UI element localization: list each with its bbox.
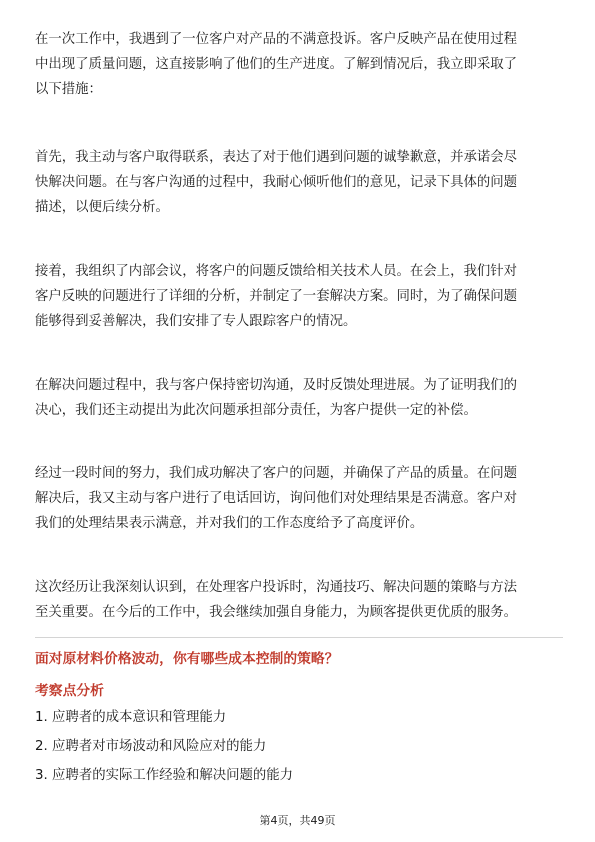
paragraph-reflection xyxy=(35,575,563,625)
paragraph-next-step xyxy=(35,259,563,334)
text-line: 在解决问题过程中，我与客户保持密切沟通，及时反馈处理进展。为了证明我们的 xyxy=(35,378,518,393)
text-line: 解决后，我又主动与客户进行了电话回访，询问他们对处理结果是否满意。客户对 xyxy=(35,491,518,506)
analysis-heading: 考察点分析 xyxy=(35,683,104,699)
text-line: 经过一段时间的努力，我们成功解决了客户的问题，并确保了产品的质量。在问题 xyxy=(35,466,518,481)
text-line: 描述，以便后续分析。 xyxy=(35,200,169,215)
list-item: 3. 应聘者的实际工作经验和解决问题的能力 xyxy=(35,768,294,783)
page-number: 第4页，共49页 xyxy=(259,814,336,827)
section-divider xyxy=(35,637,563,638)
paragraph-communication xyxy=(35,373,563,423)
list-item: 2. 应聘者对市场波动和风险应对的能力 xyxy=(35,739,267,754)
text-line: 决心，我们还主动提出为此次问题承担部分责任，为客户提供一定的补偿。 xyxy=(35,403,477,418)
text-line: 快解决问题。在与客户沟通的过程中，我耐心倾听他们的意见，记录下具体的问题 xyxy=(35,175,518,190)
list-item: 1. 应聘者的成本意识和管理能力 xyxy=(35,710,227,725)
paragraph-result xyxy=(35,461,563,536)
text-line: 能够得到妥善解决，我们安排了专人跟踪客户的情况。 xyxy=(35,314,357,329)
text-line: 我们的处理结果表示满意，并对我们的工作态度给予了高度评价。 xyxy=(35,516,424,531)
text-line: 客户反映的问题进行了详细的分析，并制定了一套解决方案。同时，为了确保问题 xyxy=(35,289,518,304)
text-line: 首先，我主动与客户取得联系，表达了对于他们遇到问题的诚挚歉意，并承诺会尽 xyxy=(35,150,518,165)
text-line: 以下措施： xyxy=(35,82,102,97)
text-line: 接着，我组织了内部会议，将客户的问题反馈给相关技术人员。在会上，我们针对 xyxy=(35,264,518,279)
text-line: 在一次工作中，我遇到了一位客户对产品的不满意投诉。客户反映产品在使用过程 xyxy=(35,32,518,47)
text-line: 中出现了质量问题，这直接影响了他们的生产进度。了解到情况后，我立即采取了 xyxy=(35,57,518,72)
text-line: 这次经历让我深刻认识到，在处理客户投诉时，沟通技巧、解决问题的策略与方法 xyxy=(35,580,518,595)
paragraph-first-step xyxy=(35,145,563,220)
paragraph-intro xyxy=(35,27,563,102)
interview-question: 面对原材料价格波动，你有哪些成本控制的策略？ xyxy=(35,651,339,667)
analysis-list xyxy=(35,708,293,795)
text-line: 至关重要。在今后的工作中，我会继续加强自身能力，为顾客提供更优质的服务。 xyxy=(35,605,518,620)
